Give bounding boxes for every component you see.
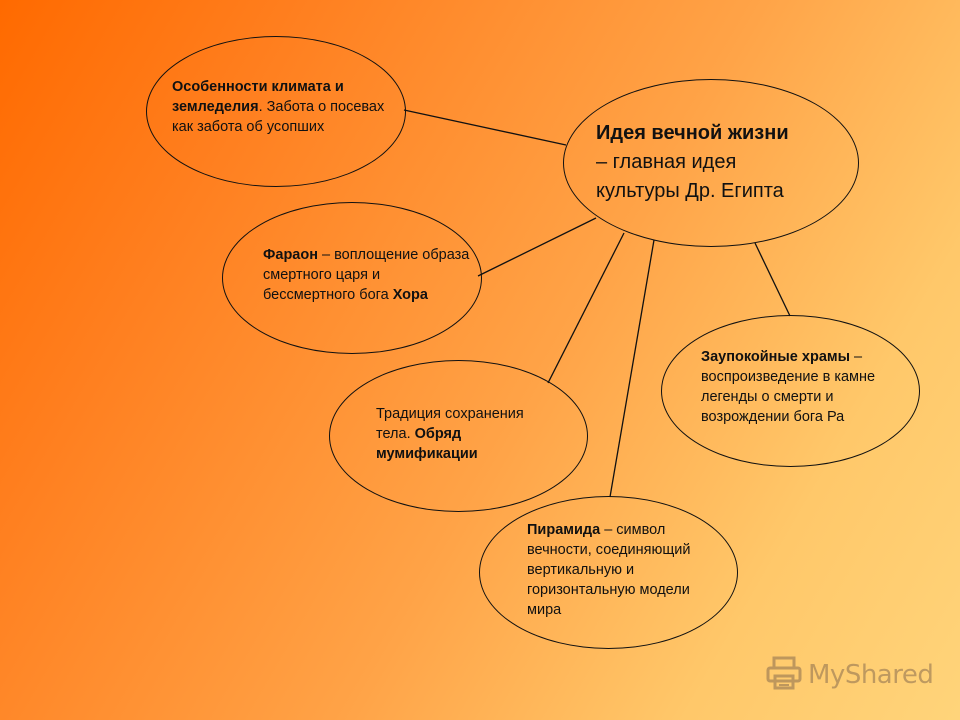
- mummy-text: Традиция сохранения тела.: [376, 406, 524, 442]
- pyramid-node-text: [527, 520, 727, 620]
- climate-bold: Особенности климата и земледелия: [172, 79, 344, 115]
- center-line-1: – главная идея: [596, 151, 737, 173]
- connector-climate: [404, 110, 566, 145]
- climate-text: . Забота о посевах как забота об усопших: [172, 99, 385, 135]
- center-node-text: [596, 119, 846, 206]
- temples-text: – воспроизведение в камне легенды о смерти и возрождении бога Ра: [701, 349, 876, 425]
- connector-pharaoh: [478, 218, 596, 276]
- connector-pyramid: [610, 240, 654, 497]
- center-line-2: культуры Др. Египта: [596, 180, 784, 202]
- mummy-bold: Обряд мумификации: [376, 426, 478, 462]
- watermark: [766, 656, 933, 694]
- watermark-text: MyShared: [808, 660, 934, 690]
- pyramid-text: – символ вечности, соединяющий вертикальную и горизонтальную модели мира: [527, 522, 691, 618]
- temples-bold: Заупокойные храмы: [701, 349, 850, 365]
- printer-icon: [766, 656, 802, 695]
- connector-temples: [755, 243, 790, 316]
- mummy-node-text: [376, 404, 556, 464]
- pharaoh-bold: Фараон: [263, 247, 318, 263]
- pyramid-bold: Пирамида: [527, 522, 601, 538]
- climate-node-text: [172, 77, 387, 137]
- center-title: Идея вечной жизни: [596, 122, 789, 144]
- pharaoh-node-text: [263, 245, 473, 305]
- pharaoh-text: – воплощение образа смертного царя и бессмертного бога: [263, 247, 470, 303]
- connector-mummy: [548, 233, 624, 383]
- temples-node-text: [701, 347, 906, 427]
- pharaoh-bold-2: Хора: [392, 287, 428, 303]
